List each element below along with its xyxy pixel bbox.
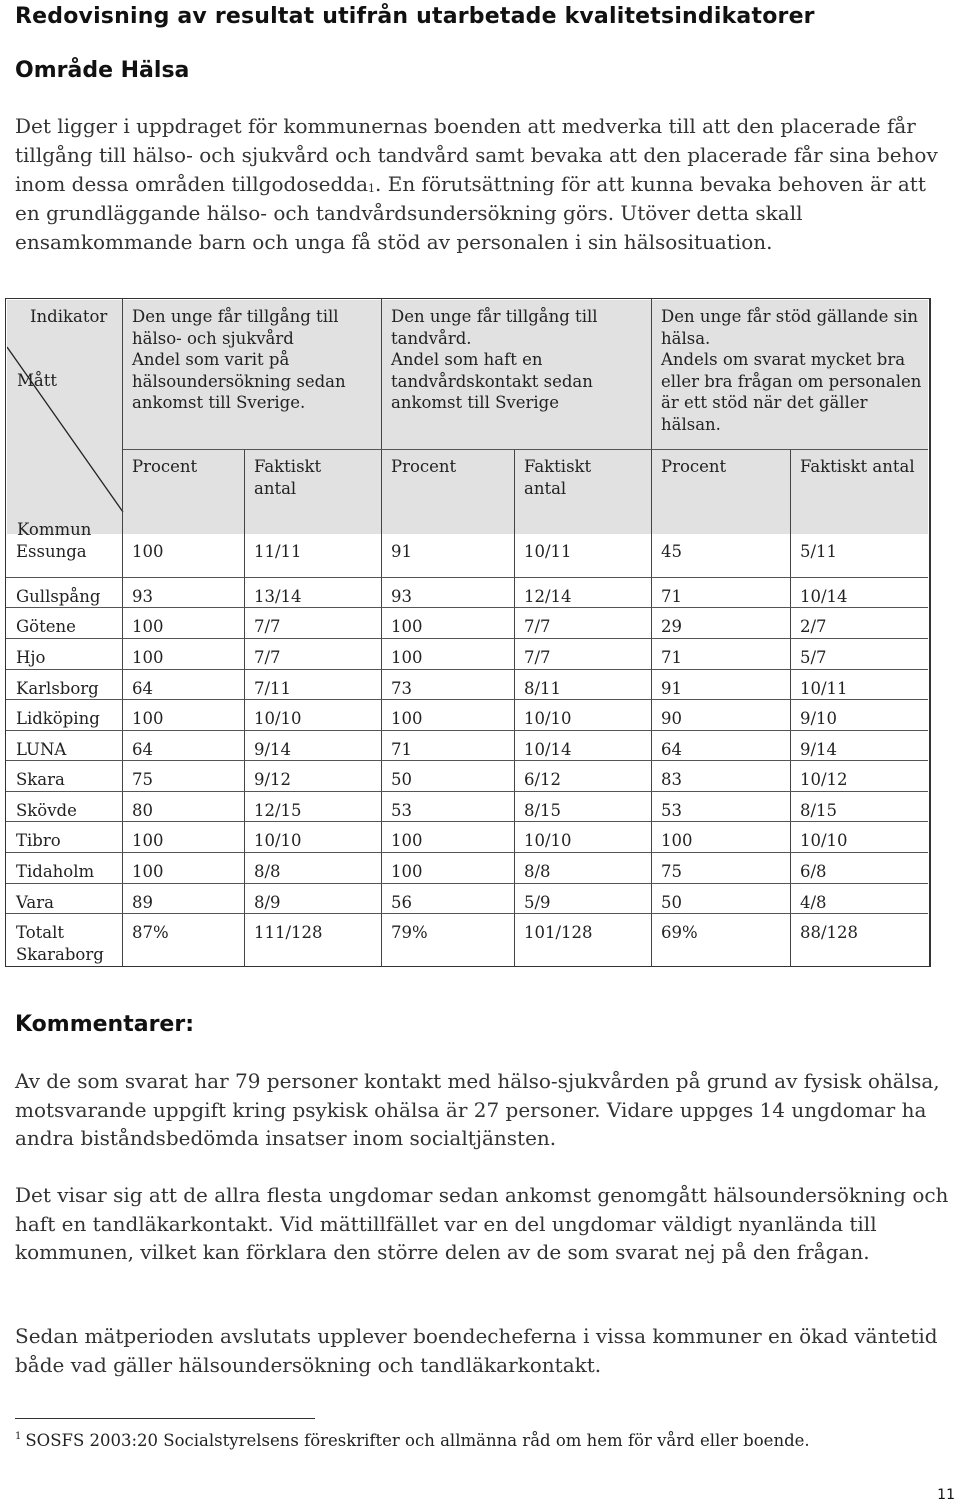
- row-value: 9/14: [254, 740, 292, 759]
- row-value: 8/11: [524, 679, 562, 698]
- row-value: 100: [132, 542, 164, 561]
- comments-title: Kommentarer:: [15, 1012, 194, 1037]
- row-value: 91: [661, 679, 682, 698]
- row-value: 88/128: [800, 923, 859, 942]
- row-value: 101/128: [524, 923, 593, 942]
- row-kommun-name: Tibro: [16, 831, 61, 850]
- row-kommun-name: Karlsborg: [16, 679, 99, 698]
- row-value: 8/9: [254, 893, 281, 912]
- row-value: 7/11: [254, 679, 292, 698]
- row-value: 93: [391, 587, 412, 606]
- row-value: 9/10: [800, 709, 838, 728]
- row-value: 100: [391, 862, 423, 881]
- row-value: 12/14: [524, 587, 572, 606]
- row-value: 100: [132, 862, 164, 881]
- subheader-5: Procent: [661, 457, 727, 476]
- row-value: 87%: [132, 923, 169, 942]
- comment-paragraph-2: Det visar sig att de allra flesta ungdomar sedan ankomst genomgått hälsoundersökning och haft en tandläkarkontakt. Vid mättillfället var en del ungdomar väldigt nyanlända till kommunen, vilket kan förklara den större delen av de som svarat nej på den frågan.: [15, 1183, 949, 1265]
- row-value: 5/9: [524, 893, 551, 912]
- indicator-text-1: Den unge får tillgång till hälso- och sjukvård: [132, 307, 339, 348]
- row-value: 9/14: [800, 740, 838, 759]
- row-value: 100: [132, 617, 164, 636]
- footnote: [15, 1431, 810, 1450]
- row-separator-3: [6, 638, 928, 639]
- subheader-1: Procent: [132, 457, 198, 476]
- row-value: 10/14: [800, 587, 848, 606]
- row-value: 7/7: [254, 648, 281, 667]
- row-value: 8/8: [254, 862, 281, 881]
- row-value: 90: [661, 709, 682, 728]
- group-divider-2: [381, 299, 382, 966]
- row-kommun-name: Hjo: [16, 648, 46, 667]
- row-value: 4/8: [800, 893, 827, 912]
- row-value: 10/14: [524, 740, 572, 759]
- row-value: 10/10: [524, 831, 572, 850]
- row-value: 83: [661, 770, 682, 789]
- corner-indikator: Indikator: [30, 307, 108, 326]
- row-value: 10/10: [254, 831, 302, 850]
- row-value: 64: [661, 740, 682, 759]
- row-value: 100: [391, 617, 423, 636]
- row-kommun-name: Tidaholm: [16, 862, 95, 881]
- row-separator-6: [6, 730, 928, 731]
- row-kommun-name: Skara: [16, 770, 65, 789]
- indicator-text-3: Den unge får stöd gällande sin hälsa.: [661, 307, 918, 348]
- row-value: 100: [132, 831, 164, 850]
- footnote-marker: 1: [15, 1431, 22, 1442]
- row-kommun-name: Essunga: [16, 542, 87, 561]
- row-separator-11: [6, 883, 928, 884]
- row-value: 93: [132, 587, 153, 606]
- comment-paragraph-1: Av de som svarat har 79 personer kontakt med hälso-sjukvården på grund av fysisk ohälsa, motsvarande uppgift kring psykisk ohälsa är 27 personer. Vidare uppges 14 ungdomar ha andra biståndsbedömda insatser inom socialtjänsten.: [15, 1069, 940, 1151]
- row-value: 5/11: [800, 542, 838, 561]
- subheader-3: Procent: [391, 457, 457, 476]
- row-value: 5/7: [800, 648, 827, 667]
- group-divider-1: [122, 299, 123, 966]
- row-value: 100: [661, 831, 693, 850]
- row-value: 89: [132, 893, 153, 912]
- row-value: 6/12: [524, 770, 562, 789]
- subheader-separator: [123, 449, 928, 450]
- row-separator-4: [6, 669, 928, 670]
- indicator-text-2: Den unge får tillgång till tandvård.: [391, 307, 598, 348]
- row-value: 12/15: [254, 801, 302, 820]
- row-value: 7/7: [524, 648, 551, 667]
- row-value: 6/8: [800, 862, 827, 881]
- row-value: 56: [391, 893, 412, 912]
- row-value: 64: [132, 679, 153, 698]
- row-value: 111/128: [254, 923, 323, 942]
- row-value: 100: [132, 709, 164, 728]
- measure-text-2: Andel som haft en tandvårdskontakt sedan ankomst till Sverige: [391, 350, 593, 412]
- measure-text-3: Andels om svarat mycket bra eller bra frågan om personalen är ett stöd när det gäller hälsan.: [661, 350, 922, 434]
- row-value: 71: [661, 587, 682, 606]
- row-value: 11/11: [254, 542, 302, 561]
- row-value: 53: [661, 801, 682, 820]
- row-value: 8/15: [524, 801, 562, 820]
- group-divider-3: [651, 299, 652, 966]
- intro-text-1: Det ligger i uppdraget för kommunernas boenden att medverka till att den placerade får tillgång till hälso- och sjukvård och tandvård samt bevaka att den placerade får sina behov inom dessa områden tillgodosedda: [15, 114, 938, 196]
- row-value: 10/11: [524, 542, 572, 561]
- corner-matt: Mått: [17, 371, 57, 390]
- row-separator-10: [6, 852, 928, 853]
- row-value: 64: [132, 740, 153, 759]
- row-value: 10/10: [254, 709, 302, 728]
- row-value: 50: [391, 770, 412, 789]
- row-value: 2/7: [800, 617, 827, 636]
- row-kommun-name: Lidköping: [16, 709, 100, 728]
- row-value: 100: [132, 648, 164, 667]
- corner-kommun: Kommun: [17, 520, 92, 539]
- row-value: 7/7: [254, 617, 281, 636]
- row-value: 45: [661, 542, 682, 561]
- row-value: 79%: [391, 923, 428, 942]
- row-value: 69%: [661, 923, 698, 942]
- diagonal-divider: [7, 300, 127, 515]
- row-kommun-name: Vara: [16, 893, 54, 912]
- row-value: 100: [391, 648, 423, 667]
- footnote-text: SOSFS 2003:20 Socialstyrelsens föreskrifter och allmänna råd om hem för vård eller boende.: [25, 1431, 810, 1450]
- row-value: 29: [661, 617, 682, 636]
- subheader-4: Faktiskt antal: [524, 457, 592, 498]
- subheader-2: Faktiskt antal: [254, 457, 322, 498]
- results-table: [5, 298, 931, 967]
- measure-text-1: Andel som varit på hälsoundersökning sedan ankomst till Sverige.: [132, 350, 346, 412]
- row-value: 80: [132, 801, 153, 820]
- section-heading: Område Hälsa: [15, 58, 190, 83]
- page-heading: Redovisning av resultat utifrån utarbetade kvalitetsindikatorer: [15, 4, 815, 29]
- row-kommun-name: Totalt Skaraborg: [16, 923, 104, 964]
- row-value: 10/12: [800, 770, 848, 789]
- footnote-reference: 1: [368, 182, 375, 195]
- intro-text-2: . En förutsättning för att kunna bevaka behoven är att en grundläggande hälso- och tandvårdsundersökning görs. Utöver detta skall ensamkommande barn och unga få stöd av personalen i sin hälsosituation.: [15, 172, 926, 254]
- row-value: 50: [661, 893, 682, 912]
- row-value: 100: [391, 709, 423, 728]
- row-separator-1: [6, 577, 928, 578]
- row-kommun-name: LUNA: [16, 740, 67, 759]
- row-separator-8: [6, 791, 928, 792]
- intro-paragraph: [15, 112, 955, 257]
- subcolumn-divider-1: [244, 449, 245, 966]
- row-value: 75: [661, 862, 682, 881]
- row-value: 8/8: [524, 862, 551, 881]
- row-value: 8/15: [800, 801, 838, 820]
- subcolumn-divider-3: [790, 449, 791, 966]
- row-value: 10/11: [800, 679, 848, 698]
- row-value: 10/10: [800, 831, 848, 850]
- row-kommun-name: Götene: [16, 617, 76, 636]
- row-value: 13/14: [254, 587, 302, 606]
- row-value: 91: [391, 542, 412, 561]
- row-value: 7/7: [524, 617, 551, 636]
- subheader-6: Faktiskt antal: [800, 457, 915, 476]
- row-value: 53: [391, 801, 412, 820]
- row-value: 71: [391, 740, 412, 759]
- row-value: 100: [391, 831, 423, 850]
- subcolumn-divider-2: [514, 449, 515, 966]
- row-value: 71: [661, 648, 682, 667]
- row-value: 9/12: [254, 770, 292, 789]
- row-kommun-name: Gullspång: [16, 587, 101, 606]
- footnote-rule: [15, 1418, 315, 1419]
- row-value: 10/10: [524, 709, 572, 728]
- comment-paragraph-3: Sedan mätperioden avslutats upplever boendecheferna i vissa kommuner en ökad väntetid både vad gäller hälsoundersökning och tandläkarkontakt.: [15, 1324, 938, 1377]
- row-value: 73: [391, 679, 412, 698]
- page-number: 11: [937, 1487, 955, 1503]
- row-value: 75: [132, 770, 153, 789]
- row-kommun-name: Skövde: [16, 801, 77, 820]
